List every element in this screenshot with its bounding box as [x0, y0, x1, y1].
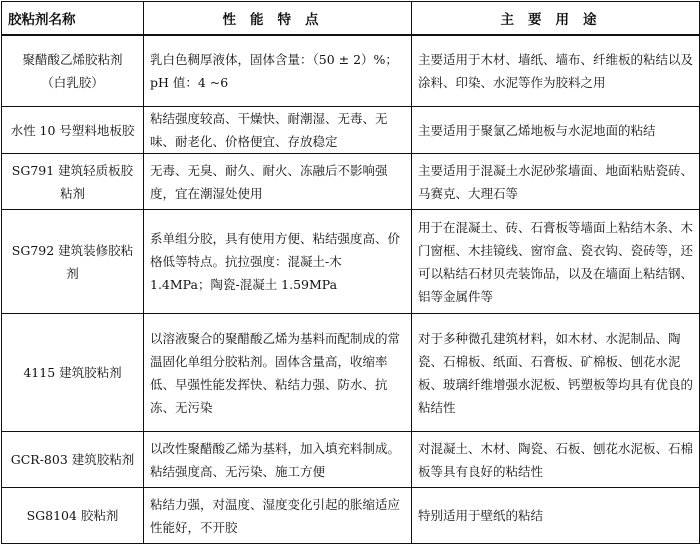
properties-cell: 乳白色稠厚液体，固体含量：（50 ± 2）%；pH 值：4 ~6	[144, 35, 412, 107]
header-properties: 性能特点	[144, 2, 412, 36]
uses-cell: 主要适用于聚氯乙烯地板与水泥地面的粘结	[412, 107, 700, 154]
properties-cell: 粘结力强，对温度、湿度变化引起的胀缩适应性能好，不开胶	[144, 488, 412, 544]
table-row	[2, 488, 700, 544]
properties-cell: 无毒、无臭、耐久、耐火、冻融后不影响强度，宜在潮湿处使用	[144, 154, 412, 210]
table-header-row	[2, 2, 700, 36]
table-row	[2, 154, 700, 210]
adhesive-name-cell: SG8104 胶粘剂	[2, 488, 144, 544]
table-row	[2, 432, 700, 488]
adhesive-name-cell: GCR-803 建筑胶粘剂	[2, 432, 144, 488]
adhesive-name-cell: 4115 建筑胶粘剂	[2, 314, 144, 432]
adhesive-spec-table	[1, 1, 700, 544]
table-row	[2, 210, 700, 314]
uses-cell: 特别适用于壁纸的粘结	[412, 488, 700, 544]
table-row	[2, 107, 700, 154]
adhesive-name-cell: SG791 建筑轻质板胶粘剂	[2, 154, 144, 210]
table-row	[2, 35, 700, 107]
properties-cell: 粘结强度较高、干燥快、耐潮湿、无毒、无味、耐老化、价格便宜、存放稳定	[144, 107, 412, 154]
adhesive-name-cell	[2, 35, 144, 107]
uses-cell: 对于多种微孔建筑材料，如木材、水泥制品、陶瓷、石棉板、纸面、石膏板、矿棉板、刨花水泥板、玻璃纤维增强水泥板、钙塑板等均具有优良的粘结性	[412, 314, 700, 432]
properties-cell: 系单组分胶，具有使用方便、粘结强度高、价格低等特点。抗拉强度：混凝土-木 1.4MPa；陶瓷-混凝土 1.59MPa	[144, 210, 412, 314]
properties-cell: 以改性聚醋酸乙烯为基料，加入填充料制成。粘结强度高、无污染、施工方便	[144, 432, 412, 488]
adhesive-name-cell: SG792 建筑装修胶粘剂	[2, 210, 144, 314]
adhesive-name: 聚醋酸乙烯胶粘剂	[22, 52, 123, 67]
uses-cell: 主要适用于木材、墙纸、墙布、纤维板的粘结以及涂料、印染、水泥等作为胶料之用	[412, 35, 700, 107]
header-uses: 主要用途	[412, 2, 700, 36]
adhesive-name-sub: （白乳胶）	[41, 75, 104, 90]
table-row	[2, 314, 700, 432]
header-name: 胶粘剂名称	[2, 2, 144, 36]
uses-cell: 对混凝土、木材、陶瓷、石板、刨花水泥板、石棉板等具有良好的粘结性	[412, 432, 700, 488]
properties-cell: 以溶液聚合的聚醋酸乙烯为基料而配制成的常温固化单组分胶粘剂。固体含量高，收缩率低、早强性能发挥快、粘结力强、防水、抗冻、无污染	[144, 314, 412, 432]
adhesive-name-cell: 水性 10 号塑料地板胶	[2, 107, 144, 154]
uses-cell: 主要适用于混凝土水泥砂浆墙面、地面粘贴瓷砖、马赛克、大理石等	[412, 154, 700, 210]
uses-cell: 用于在混凝土、砖、石膏板等墙面上粘结木条、木门窗框、木挂镜线、窗帘盒、瓷衣钩、瓷砖等，还可以粘结石材贝壳装饰品，以及在墙面上粘结钢、铝等金属件等	[412, 210, 700, 314]
